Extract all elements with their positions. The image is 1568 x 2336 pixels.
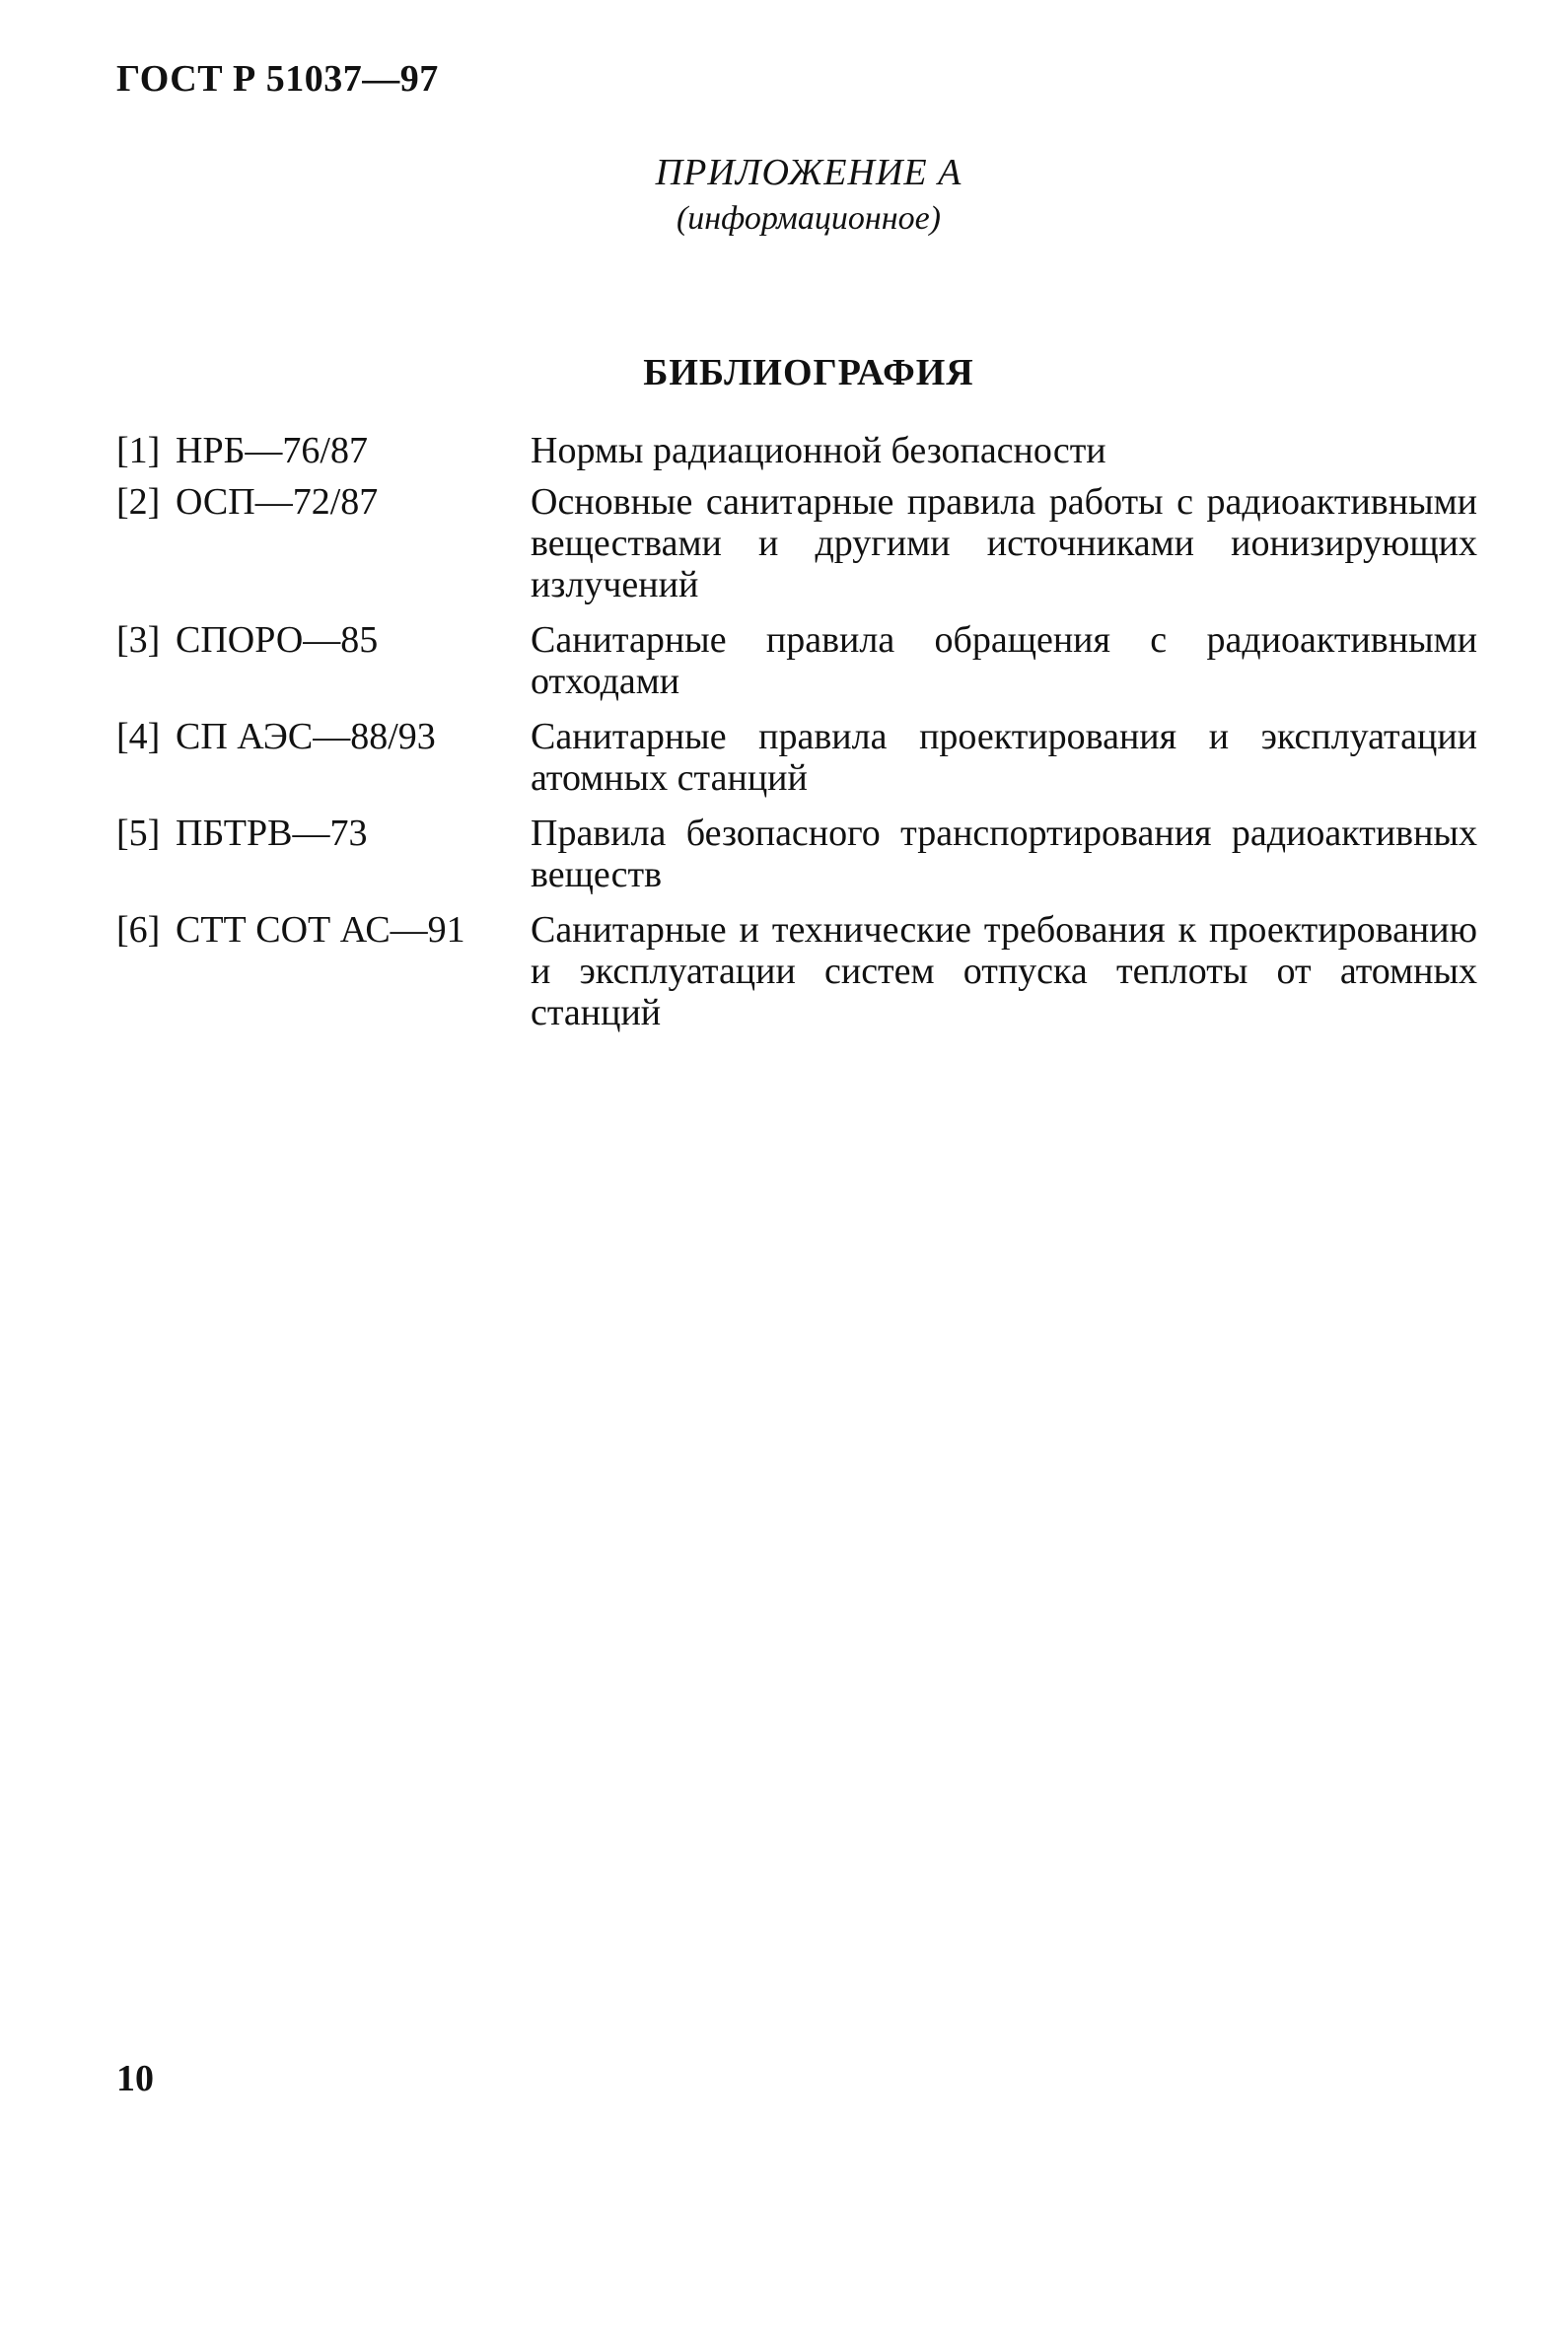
appendix-heading: [533, 148, 1085, 241]
bibliography-entry: [116, 716, 1477, 799]
entry-number: [6]: [116, 909, 161, 951]
entry-code: СТТ СОТ АС—91: [176, 909, 465, 951]
bibliography-entry: [116, 430, 1477, 471]
bibliography-entry: [116, 813, 1477, 895]
entry-number: [5]: [116, 813, 161, 854]
entry-code: НРБ—76/87: [176, 430, 368, 471]
entry-description: Нормы радиационной безопасности: [531, 430, 1106, 471]
appendix-title: ПРИЛОЖЕНИЕ А: [655, 152, 962, 193]
bibliography-entry: [116, 481, 1477, 605]
entry-description: Правила безопасного транспортирования радиоактивных веществ: [531, 813, 1477, 895]
entry-number: [3]: [116, 619, 161, 661]
entry-description: Санитарные правила обращения с радиоактивными отходами: [531, 619, 1477, 702]
section-title: БИБЛИОГРАФИЯ: [643, 352, 974, 393]
entry-code: СП АЭС—88/93: [176, 716, 436, 757]
bibliography-entry: [116, 619, 1477, 702]
entry-number: [1]: [116, 430, 161, 471]
entry-code: ОСП—72/87: [176, 481, 379, 523]
bibliography-entry: [116, 909, 1477, 1033]
entry-code: ПБТРВ—73: [176, 813, 368, 854]
bibliography-list: [116, 430, 1477, 1033]
entry-description: Санитарные и технические требования к проектированию и эксплуатации систем отпуска теплоты от атомных станций: [531, 909, 1477, 1033]
entry-number: [2]: [116, 481, 161, 523]
document-code: ГОСТ Р 51037—97: [116, 58, 439, 100]
entry-number: [4]: [116, 716, 161, 757]
appendix-subtitle: (информационное): [676, 200, 942, 237]
entry-code: СПОРО—85: [176, 619, 379, 661]
page-number: 10: [116, 2058, 154, 2099]
entry-description: Санитарные правила проектирования и эксплуатации атомных станций: [531, 716, 1477, 799]
entry-description: Основные санитарные правила работы с радиоактивными веществами и другими источниками ионизирующих излучений: [531, 481, 1477, 605]
